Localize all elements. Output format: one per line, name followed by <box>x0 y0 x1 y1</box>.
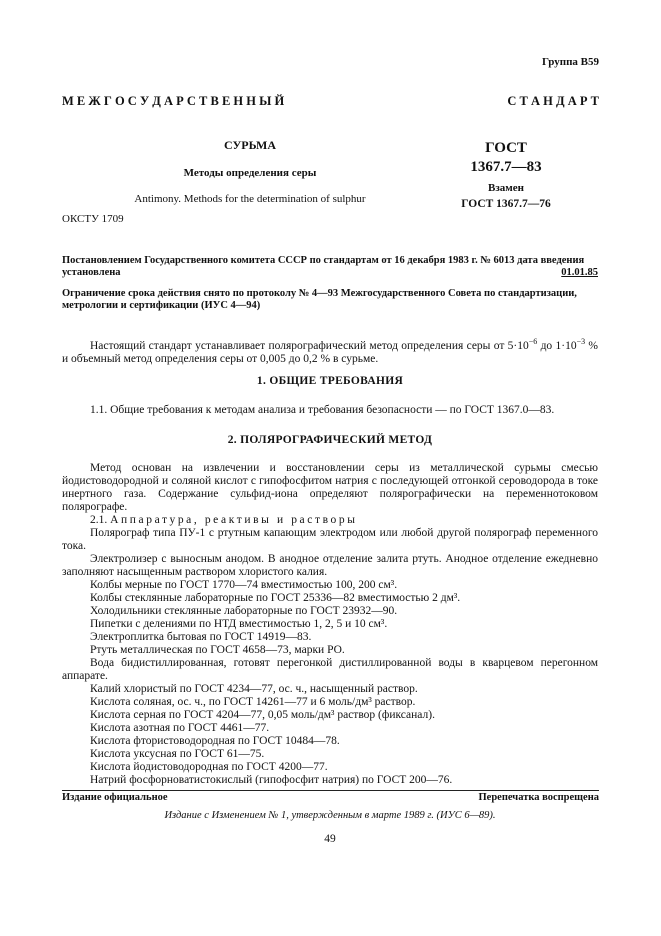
intro-exp-2: −3 <box>576 337 586 346</box>
footer-divider <box>62 790 599 791</box>
equipment-electrolyzer: Электролизер с выносным анодом. В анодное отделение залита ртуть. Анодное отделение ежедневно заполняют насыщенным раствором хлористого калия. <box>62 553 598 578</box>
resolution-text: Постановлением Государственного комитета СССР по стандартам от 16 декабря 1983 г. № 6013 дата введения установлена <box>62 255 585 278</box>
replaces-standard: ГОСТ 1367.7—76 <box>461 198 551 210</box>
subsection-title: Аппаратура, реактивы и растворы <box>110 514 358 526</box>
gost-label: ГОСТ <box>485 140 527 156</box>
reprint-notice: Перепечатка воспрещена <box>478 792 599 803</box>
list-item: Натрий фосфорноватистокислый (гипофосфит натрия) по ГОСТ 200—76. <box>90 774 453 786</box>
list-item: Кислота фтористоводородная по ГОСТ 10484—78. <box>90 735 340 747</box>
subsection-2-1 <box>90 514 598 527</box>
list-item: Электроплитка бытовая по ГОСТ 14919—83. <box>90 631 312 643</box>
page-number: 49 <box>324 833 336 845</box>
resolution-notice <box>62 255 598 279</box>
english-title: Antimony. Methods for the determination of sulphur <box>134 193 366 205</box>
list-item: Кислота серная по ГОСТ 4204—77, 0,05 моль/дм³ раствор (фиксанал). <box>90 709 435 721</box>
list-item: Кислота азотная по ГОСТ 4461—77. <box>90 722 270 734</box>
list-item: Калий хлористый по ГОСТ 4234—77, ос. ч., насыщенный раствор. <box>90 683 418 695</box>
intro-exp-1: −6 <box>528 337 538 346</box>
intro-paragraph <box>62 335 598 366</box>
replaces-label: Взамен <box>488 182 524 194</box>
list-item: Холодильники стеклянные лабораторные по ГОСТ 23932—90. <box>90 605 398 617</box>
gost-number: 1367.7—83 <box>470 159 542 175</box>
list-item-water: Вода бидистиллированная, готовят перегонкой дистиллированной воды в кварцевом перегонном аппарате. <box>62 657 598 682</box>
title-block <box>100 138 400 205</box>
banner-word-standard: С Т А Н Д А Р Т <box>507 94 599 108</box>
intro-text-b: до 1·10 <box>537 339 577 352</box>
list-item: Колбы стеклянные лабораторные по ГОСТ 25336—82 вместимостью 2 дм³. <box>90 592 461 604</box>
list-item: Кислота уксусная по ГОСТ 61—75. <box>90 748 265 760</box>
section-1-heading: 1. ОБЩИЕ ТРЕБОВАНИЯ <box>256 375 404 387</box>
list-item: Кислота йодистоводородная по ГОСТ 4200—77. <box>90 761 328 773</box>
section-1-paragraph: 1.1. Общие требования к методам анализа и требования безопасности — по ГОСТ 1367.0—83. <box>90 404 555 416</box>
list-item: Колбы мерные по ГОСТ 1770—74 вместимостью 100, 200 см³. <box>90 579 398 591</box>
intro-text-a: Настоящий стандарт устанавливает полярографический метод определения серы от 5·10 <box>90 339 529 352</box>
subsection-number: 2.1. <box>90 514 108 526</box>
list-item: Пипетки с делениями по НТД вместимостью 1, 2, 5 и 10 см³. <box>90 618 388 630</box>
oksty-code: ОКСТУ 1709 <box>62 213 124 225</box>
official-edition-label: Издание официальное <box>62 792 168 803</box>
document-subtitle: Методы определения серы <box>183 167 317 179</box>
method-paragraph: Метод основан на извлечении и восстановлении серы из металлической сурьмы смесью йодистоводородной и соляной кислот с гипофосфитом натрия с последующей отгонкой сероводорода в токе инертного газа. Содержание сульфид-иона определяют полярографически на переменнотоковом полярографе. <box>62 462 598 513</box>
equipment-polarograph: Полярограф типа ПУ-1 с ртутным капающим электродом или любой другой полярограф переменного тока. <box>62 527 598 552</box>
intro-text-c: % и объемный метод определения серы от 0,005 до 0,2 % в сурьме. <box>62 339 598 365</box>
gost-designation <box>446 140 566 210</box>
document-title: СУРЬМА <box>223 138 277 152</box>
limitation-notice: Ограничение срока действия снято по протоколу № 4—93 Межгосударственного Совета по стандартизации, метрологии и сертификации (ИУС 4—94) <box>62 288 577 311</box>
standard-banner <box>62 94 599 109</box>
introduction-date: 01.01.85 <box>561 267 598 278</box>
section-2-heading: 2. ПОЛЯРОГРАФИЧЕСКИЙ МЕТОД <box>227 434 433 446</box>
list-item: Ртуть металлическая по ГОСТ 4658—73, марки РО. <box>90 644 345 656</box>
banner-word-interstate: М Е Ж Г О С У Д А Р С Т В Е Н Н Ы Й <box>62 94 285 108</box>
edition-note: Издание с Изменением № 1, утвержденным в марте 1989 г. (ИУС 6—89). <box>164 810 496 821</box>
list-item: Кислота соляная, ос. ч., по ГОСТ 14261—77 и 6 моль/дм³ раствор. <box>90 696 416 708</box>
group-code: Группа В59 <box>541 56 599 68</box>
